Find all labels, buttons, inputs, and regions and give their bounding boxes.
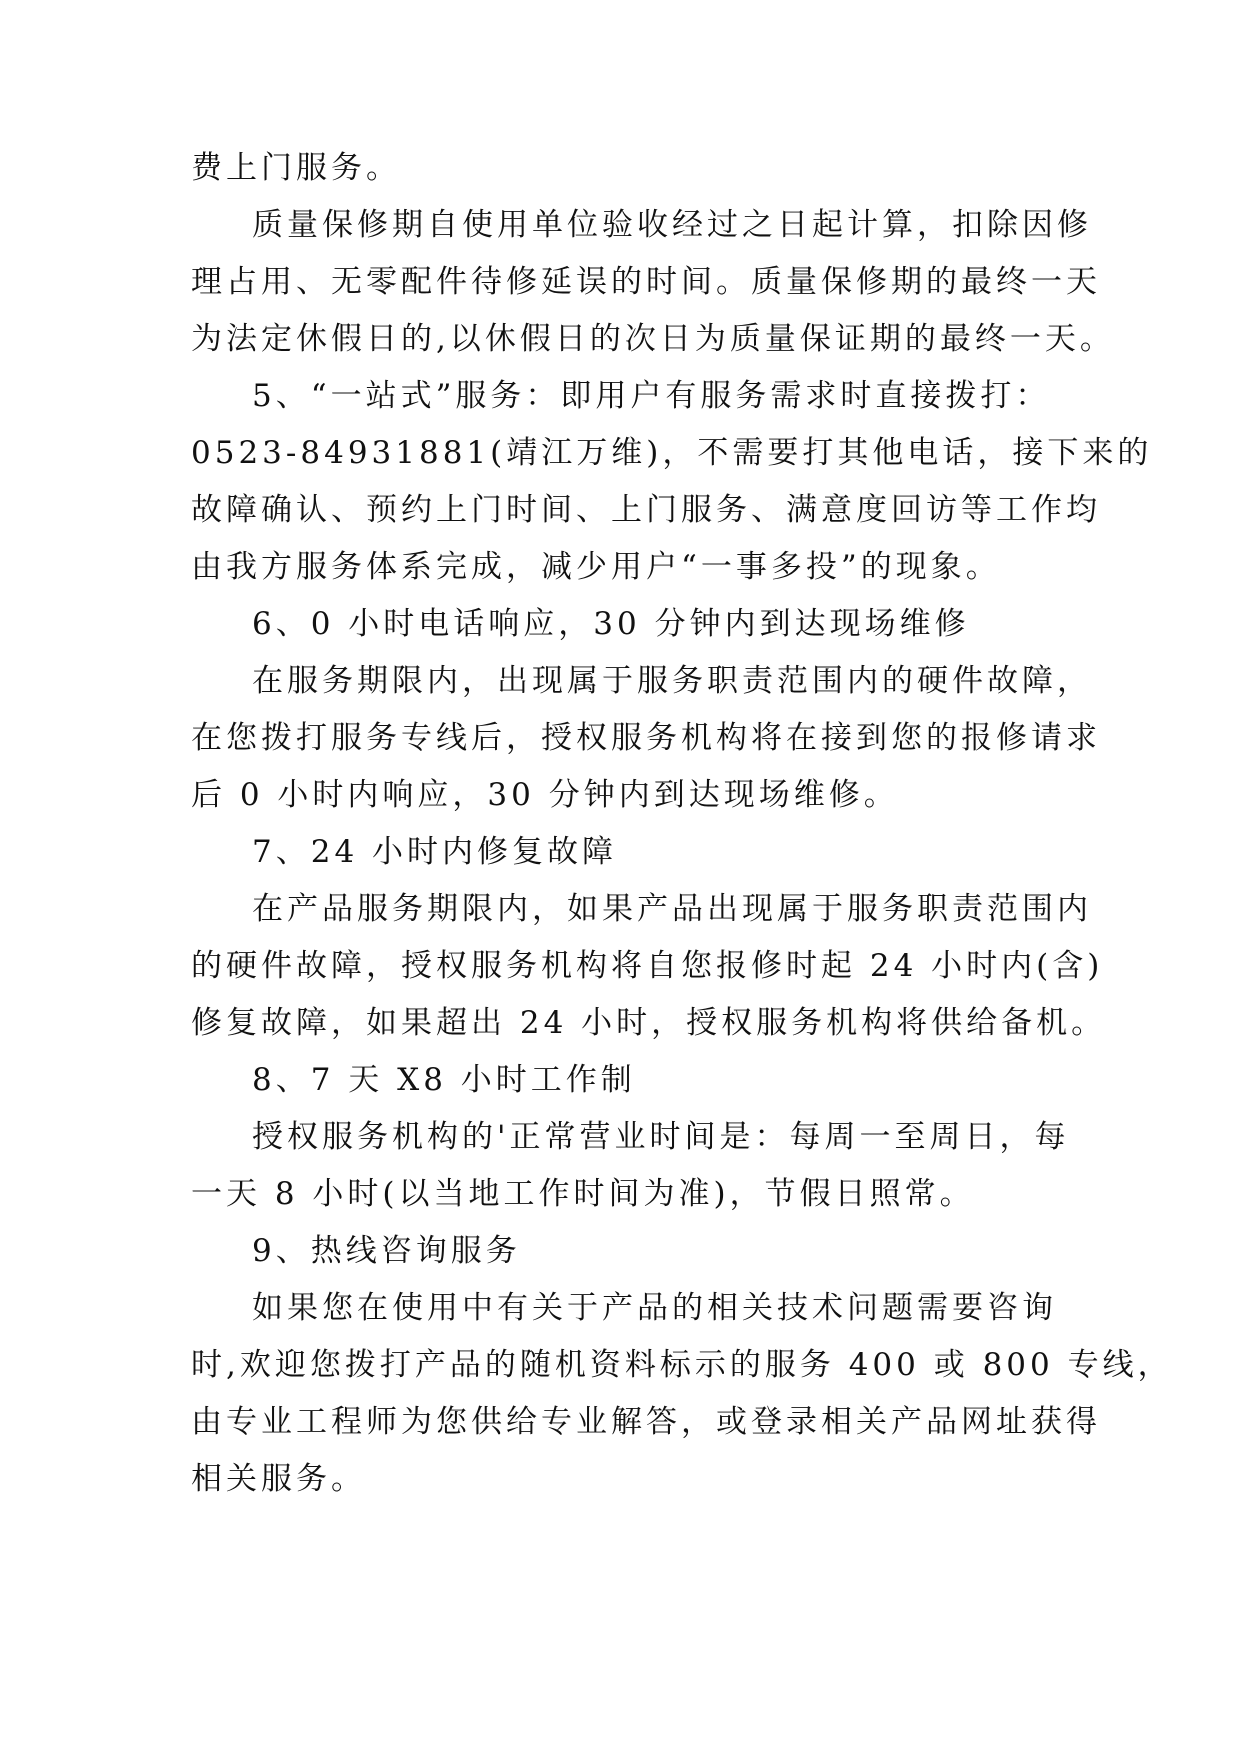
text-line: 的硬件故障，授权服务机构将自您报修时起 24 小时内(含)	[191, 948, 1104, 984]
text-line: 故障确认、预约上门时间、上门服务、满意度回访等工作均	[191, 492, 1101, 528]
text-line: 8、7 天 X8 小时工作制	[252, 1062, 636, 1098]
text-line: 由我方服务体系完成，减少用户“一事多投”的现象。	[191, 549, 1001, 585]
text-line: 授权服务机构的'正常营业时间是：每周一至周日，每	[252, 1119, 1070, 1155]
text-line: 一天 8 小时(以当地工作时间为准)，节假日照常。	[191, 1176, 975, 1212]
text-line: 7、24 小时内修复故障	[252, 834, 618, 870]
text-line: 费上门服务。	[191, 150, 401, 186]
text-line: 相关服务。	[191, 1461, 366, 1497]
text-line: 由专业工程师为您供给专业解答，或登录相关产品网址获得	[191, 1404, 1101, 1440]
text-line: 如果您在使用中有关于产品的相关技术问题需要咨询	[252, 1290, 1057, 1326]
text-line: 时,欢迎您拨打产品的随机资料标示的服务 400 或 800 专线，	[191, 1347, 1173, 1383]
text-line: 质量保修期自使用单位验收经过之日起计算，扣除因修	[252, 207, 1092, 243]
text-line: 修复故障，如果超出 24 小时，授权服务机构将供给备机。	[191, 1005, 1107, 1041]
text-line: 0523-84931881(靖江万维)，不需要打其他电话，接下来的	[191, 435, 1153, 471]
text-line: 后 0 小时内响应，30 分钟内到达现场维修。	[191, 777, 899, 813]
text-line: 在您拨打服务专线后，授权服务机构将在接到您的报修请求	[191, 720, 1101, 756]
text-line: 5、“一站式”服务：即用户有服务需求时直接拨打：	[252, 378, 1051, 414]
text-line: 为法定休假日的,以休假日的次日为质量保证期的最终一天。	[191, 321, 1115, 357]
text-line: 在服务期限内，出现属于服务职责范围内的硬件故障，	[252, 663, 1092, 699]
text-line: 6、0 小时电话响应，30 分钟内到达现场维修	[252, 606, 970, 642]
text-line: 9、热线咨询服务	[252, 1233, 521, 1269]
text-line: 在产品服务期限内，如果产品出现属于服务职责范围内	[252, 891, 1092, 927]
text-line: 理占用、无零配件待修延误的时间。质量保修期的最终一天	[191, 264, 1101, 300]
